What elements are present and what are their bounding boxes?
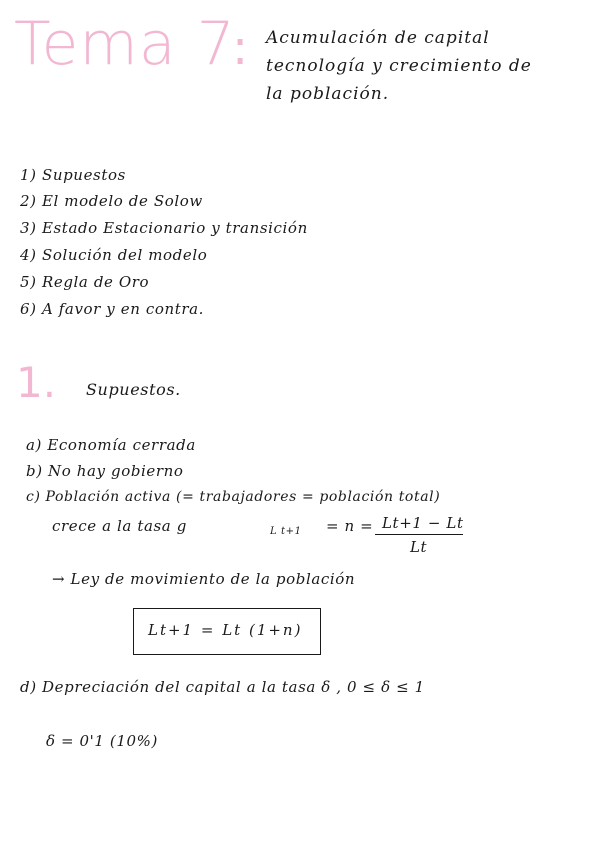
index-item: 2) El modelo de Solow [20, 192, 203, 210]
index-item: 5) Regla de Oro [20, 273, 150, 291]
section-title: Supuestos. [86, 380, 181, 399]
law-equation: Lt+1 = Lt (1+n) [148, 621, 303, 639]
fraction-denominator: Lt [410, 538, 428, 556]
index-item: 3) Estado Estacionario y transición [20, 219, 308, 237]
title-line-2: tecnología y crecimiento de [266, 56, 532, 76]
growth-rate-equals: = n = [326, 517, 374, 535]
assumption-a: a) Economía cerrada [26, 436, 196, 454]
title-line-3: la población. [266, 84, 390, 104]
law-of-motion: → Ley de movimiento de la población [52, 570, 356, 588]
section-number: 1. [16, 358, 57, 407]
fraction-numerator: Lt+1 − Lt [382, 514, 464, 532]
index-item: 1) Supuestos [20, 166, 126, 184]
page-title-colon: : [232, 20, 249, 76]
index-item: 4) Solución del modelo [20, 246, 208, 264]
assumption-c: c) Población activa (= trabajadores = población total) [26, 489, 441, 505]
growth-rate-subscript: L t+1 [270, 526, 302, 537]
assumption-d: d) Depreciación del capital a la tasa δ , 0 ≤ δ ≤ 1 [20, 678, 425, 696]
depreciation-example: δ = 0'1 (10%) [46, 732, 158, 750]
page-title-tema: Tema 7 [14, 9, 236, 79]
fraction-bar [375, 534, 463, 535]
assumption-b: b) No hay gobierno [26, 462, 184, 480]
index-item: 6) A favor y en contra. [20, 300, 205, 318]
title-line-1: Acumulación de capital [266, 28, 490, 48]
growth-rate-text: crece a la tasa g [52, 517, 187, 535]
